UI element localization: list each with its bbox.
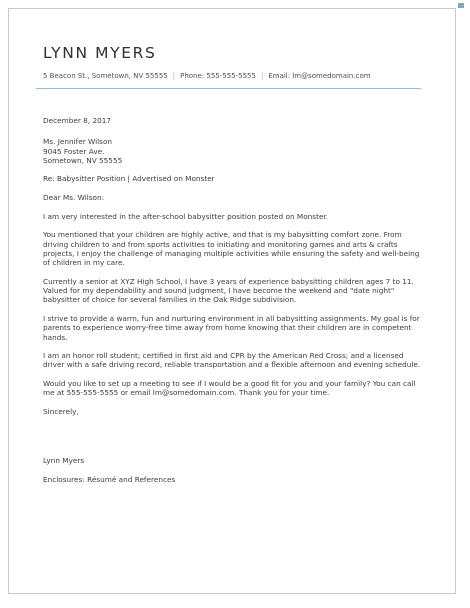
contact-email: Email: lm@somedomain.com [268,72,371,80]
contact-line [43,72,371,80]
letter-date: December 8, 2017 [43,116,112,125]
recipient-city: Sometown, NV 55555 [43,155,123,165]
contact-phone: Phone: 555-555-5555 [180,72,256,80]
letter-subject: Re: Babysitter Position | Advertised on Monster [43,174,215,184]
paragraph-intro: I am very interested in the after-school babysitter position posted on Monster. [43,211,329,221]
corner-accent [458,3,464,8]
contact-separator: | [260,72,264,80]
letter-body [43,116,421,484]
letter-closing: Sincerely, [43,406,79,416]
applicant-name: LYNN MYERS [43,44,157,62]
paragraph-call-to-action: Would you like to set up a meeting to see if I would be a good fit for you and your family? You can call me at 555-555-5555 or email lm@somedomain.com. Thank you for your time. [43,379,416,398]
contact-address: 5 Beacon St., Sometown, NV 55555 [43,72,168,80]
letter-salutation: Dear Ms. Wilson: [43,193,105,203]
paragraph-background: Currently a senior at XYZ High School, I have 3 years of experience babysitting children ages 7 to 11. Valued for my dependability and sound judgment, I have become the weekend and "date night" babysitter of choice for several families in the Oak Ridge subdivision. [43,276,414,305]
letter-enclosures: Enclosures: Résumé and References [43,474,176,484]
paragraph-qualifications: I am an honor roll student; certified in first aid and CPR by the American Red Cross; and a licensed driver with a safe driving record, reliable transportation and a flexible afternoon and evening schedule. [43,351,421,370]
contact-separator: | [172,72,176,80]
paragraph-approach: I strive to provide a warm, fun and nurturing environment in all babysitting assignments. My goal is for parents to experience worry-free time away from home knowing that their children are in competent hands. [43,313,420,342]
recipient-street: 9045 Foster Ave. [43,146,105,156]
paragraph-experience: You mentioned that your children are highly active, and that is my babysitting comfort zone. From driving children to and from sports activities to initiating and monitoring games and arts & crafts projects, I enjoy the challenge of managing multiple activities while ensuring the safety and well-being of children in my care. [43,230,420,268]
recipient-name: Ms. Jennifer Wilson [43,137,113,147]
letter-signature: Lynn Myers [43,456,85,466]
header-divider [36,88,421,89]
